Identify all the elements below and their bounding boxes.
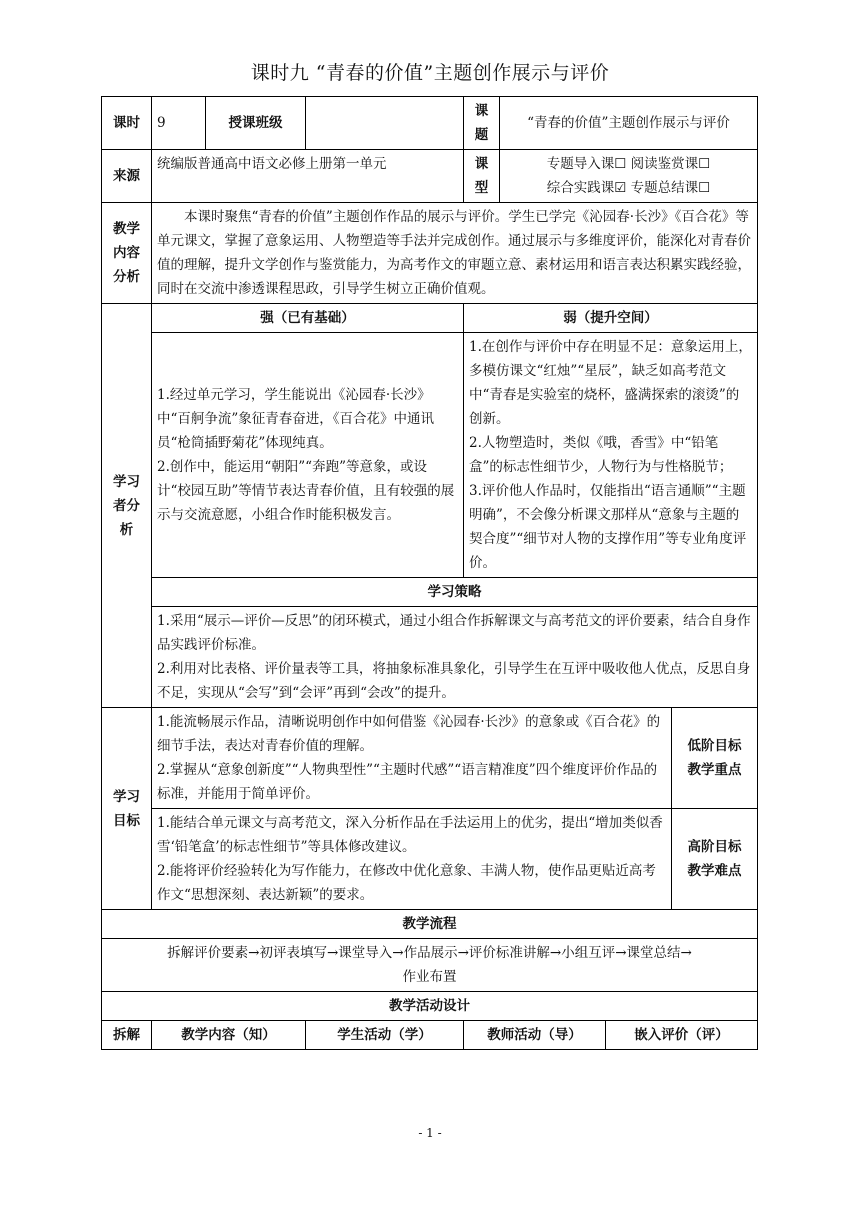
lesson-plan-table [101, 96, 758, 1050]
strong-item: 1.经过单元学习，学生能说出《沁园春·长沙》中“百舸争流”象征青春奋进，《百合花》中通讯员“枪筒插野菊花”体现纯真。 [157, 387, 435, 451]
low-goal-tag-1: 低阶目标 [687, 738, 742, 754]
row-goals-high [102, 809, 758, 910]
topic-label: 课题 [464, 97, 500, 150]
row-goals-low [102, 708, 758, 809]
flow-line-2: 作业布置 [402, 969, 457, 985]
column-header: 拆解 [102, 1021, 152, 1050]
strategy-item: 2.利用对比表格、评价量表等工具，将抽象标准具象化，引导学生在互评中吸收他人优点，反思自身不足，实现从“会写”到“会评”再到“会改”的提升。 [157, 661, 751, 701]
type-options-line-2: 综合实践课☑ 专题总结课☐ [546, 180, 711, 196]
class-label: 授课班级 [206, 97, 306, 150]
weak-item: 3.评价他人作品时，仅能指出“语言通顺”“主题明确”，不会像分析课文那样从“意象与主题的契合度”“细节对人物的支撑作用”等专业角度评价。 [469, 483, 747, 571]
type-options-line-1: 专题导入课☐ 阅读鉴赏课☐ [546, 156, 711, 172]
row-activity-header [102, 992, 758, 1021]
low-goal-item: 2.掌握从“意象创新度”“人物典型性”“主题时代感”“语言精准度”四个维度评价作品的标准，并能用于简单评价。 [157, 762, 658, 802]
strong-header: 强（已有基础） [152, 304, 464, 333]
row-flow-content [102, 939, 758, 992]
strong-item: 2.创作中，能运用“朝阳”“奔跑”等意象，或设计“校园互助”等情节表达青春价值，且有较强的展示与交流意愿，小组合作时能积极发言。 [157, 459, 455, 523]
weak-item: 2.人物塑造时，类似《哦，香雪》中“铅笔盒”的标志性细节少，人物行为与性格脱节； [469, 435, 733, 475]
strong-content [152, 333, 464, 578]
activity-header: 教学活动设计 [102, 992, 758, 1021]
strategy-item: 1.采用“展示—评价—反思”的闭环模式，通过小组合作拆解课文与高考范文的评价要素，结合自身作品实践评价标准。 [157, 613, 751, 653]
weak-header: 弱（提升空间） [464, 304, 758, 333]
low-goal-tag-2: 教学重点 [687, 762, 742, 778]
source-value: 统编版普通高中语文必修上册第一单元 [152, 150, 464, 203]
page-title: 课时九 “青春的价值”主题创作展示与评价 [250, 62, 610, 84]
weak-content [464, 333, 758, 578]
column-header: 嵌入评价（评） [606, 1021, 758, 1050]
high-goal-tag-1: 高阶目标 [687, 839, 742, 855]
content-analysis-label: 教学内容分析 [102, 203, 152, 304]
high-goal-item: 2.能将评价经验转化为写作能力，在修改中优化意象、丰满人物，使作品更贴近高考作文“思想深刻、表达新颖”的要求。 [157, 863, 656, 903]
type-label: 课型 [464, 150, 500, 203]
row-source [102, 150, 758, 203]
row-strategy-header [102, 578, 758, 607]
lesson-type-options [500, 150, 758, 203]
flow-header: 教学流程 [102, 910, 758, 939]
row-learner-headers [102, 304, 758, 333]
high-goals-content [152, 809, 672, 910]
column-header: 教学内容（知） [152, 1021, 306, 1050]
low-goal-tag [672, 708, 758, 809]
column-header: 学生活动（学） [306, 1021, 464, 1050]
weak-item: 1.在创作与评价中存在明显不足：意象运用上，多模仿课文“红烛”“星辰”，缺乏如高考范文中“青春是实验室的烧杯，盛满探索的滚烫”的创新。 [469, 339, 752, 427]
class-value [306, 97, 464, 150]
lesson-label: 课时 [102, 97, 152, 150]
row-flow-header [102, 910, 758, 939]
row-strategy-content [102, 607, 758, 708]
high-goal-item: 1.能结合单元课文与高考范文，深入分析作品在手法运用上的优劣，提出“增加类似香雪‘铅笔盒’的标志性细节”等具体修改建议。 [157, 815, 663, 855]
strategy-header: 学习策略 [152, 578, 758, 607]
lesson-value: 9 [152, 97, 206, 150]
row-content-analysis [102, 203, 758, 304]
goals-label: 学习目标 [102, 708, 152, 910]
low-goal-item: 1.能流畅展示作品，清晰说明创作中如何借鉴《沁园春·长沙》的意象或《百合花》的细节手法，表达对青春价值的理解。 [157, 714, 661, 754]
row-activity-columns [102, 1021, 758, 1050]
page-number: - 1 - [418, 1126, 442, 1140]
content-analysis-text: 本课时聚焦“青春的价值”主题创作作品的展示与评价。学生已学完《沁园春·长沙》《百合花》等单元课文，掌握了意象运用、人物塑造等手法并完成创作。通过展示与多维度评价，能深化对青春价值的理解，提升文学创作与鉴赏能力，为高考作文的审题立意、素材运用和语言表达积累实践经验，同时在交流中渗透课程思政，引导学生树立正确价值观。 [152, 203, 758, 304]
topic-value: “青春的价值”主题创作展示与评价 [500, 97, 758, 150]
row-learner-content [102, 333, 758, 578]
strategy-content [152, 607, 758, 708]
column-header: 教师活动（导） [464, 1021, 606, 1050]
high-goal-tag [672, 809, 758, 910]
learner-analysis-label: 学习者分析 [102, 304, 152, 708]
high-goal-tag-2: 教学难点 [687, 863, 742, 879]
flow-line-1: 拆解评价要素→初评表填写→课堂导入→作品展示→评价标准讲解→小组互评→课堂总结→ [167, 945, 692, 961]
source-label: 来源 [102, 150, 152, 203]
low-goals-content [152, 708, 672, 809]
flow-content [102, 939, 758, 992]
row-lesson-info [102, 97, 758, 150]
